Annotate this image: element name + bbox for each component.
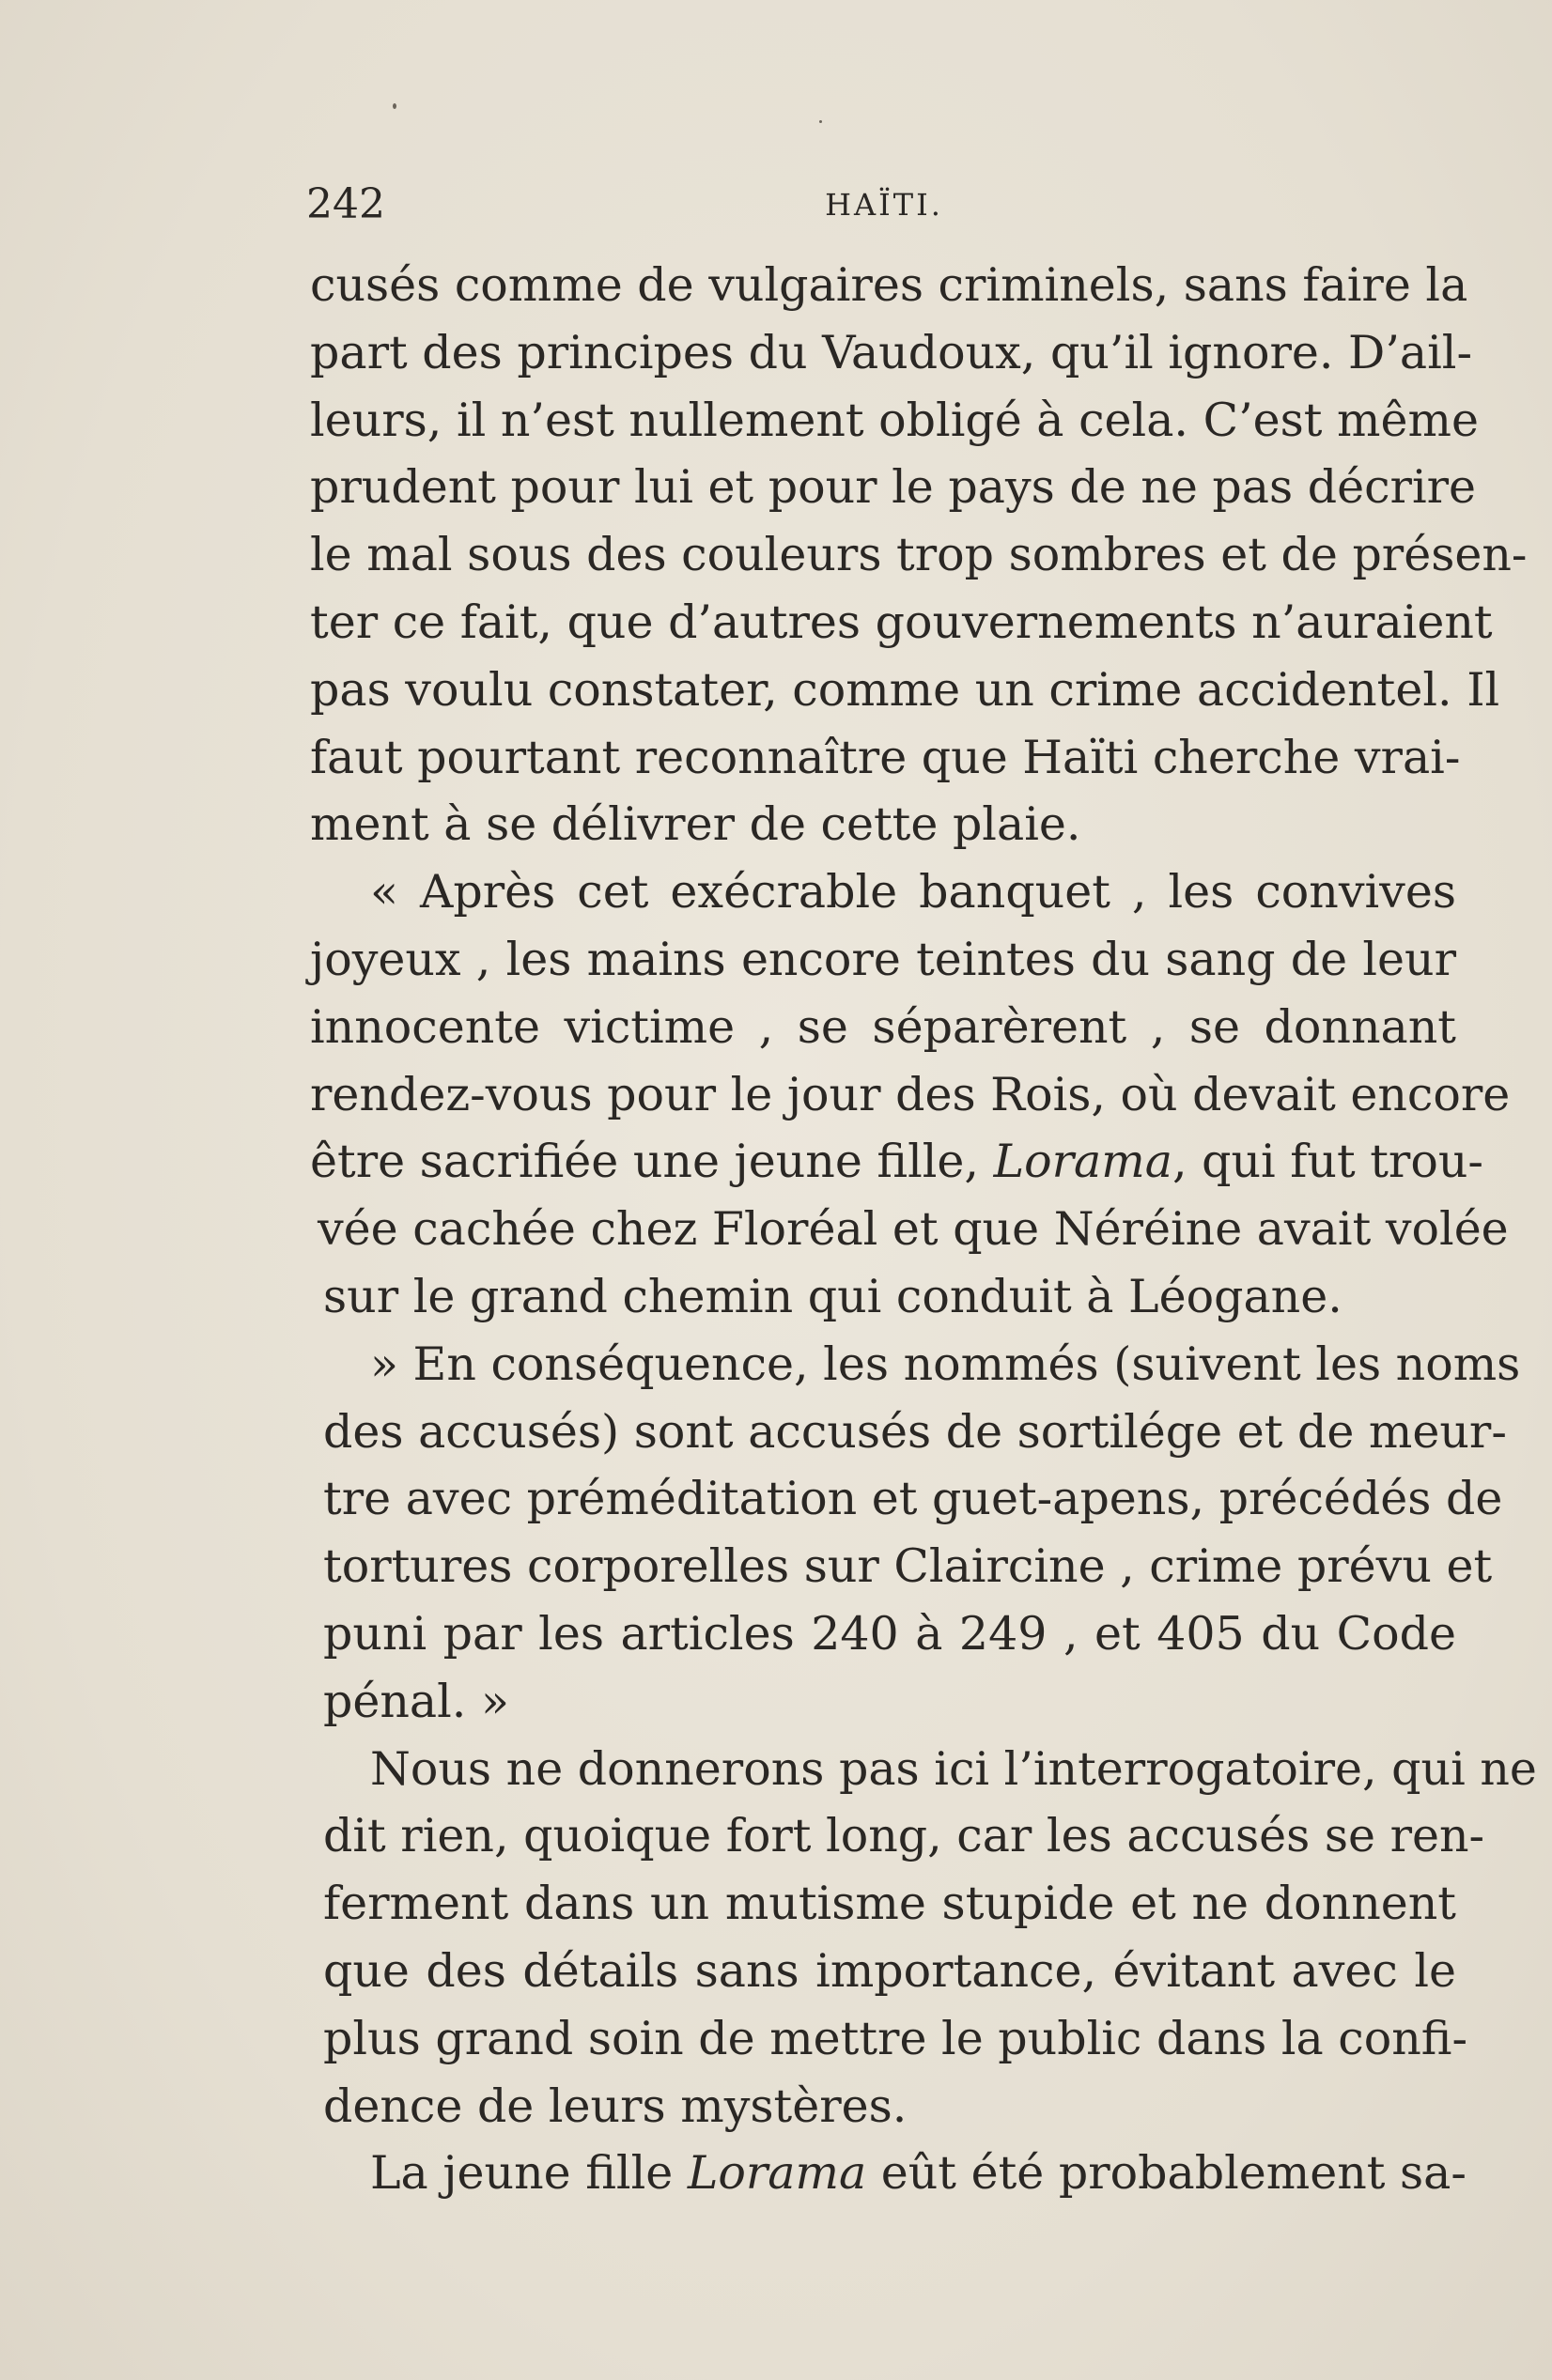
text-span: eût été probablement sa- (866, 2146, 1467, 2201)
italic-name-lorama: Lorama (993, 1135, 1172, 1189)
running-title: HAÏTI. (825, 187, 943, 223)
text-line: leurs, il n’est nullement obligé à cela. C’est même (310, 393, 1479, 447)
ink-speck (393, 103, 396, 109)
text-line: » En conséquence, les nommés (suivent les noms (370, 1337, 1521, 1391)
text-line: le mal sous des couleurs trop sombres et de présen- (310, 528, 1528, 582)
text-line: dence de leurs mystères. (323, 2079, 908, 2133)
text-line: part des principes du Vaudoux, qu’il ignore. D’ail- (310, 325, 1473, 379)
text-line: des accusés) sont accusés de sortilége et de meur- (323, 1404, 1507, 1459)
text-line: joyeux , les mains encore teintes du sang de leur (310, 932, 1456, 986)
text-line: prudent pour lui et pour le pays de ne pas décrire (310, 460, 1477, 515)
ink-speck (819, 120, 822, 123)
italic-name-lorama: Lorama (687, 2146, 867, 2201)
body-text (310, 252, 1537, 2207)
text-line: ment à se délivrer de cette plaie. (310, 797, 1081, 852)
text-line: Nous ne donnerons pas ici l’interrogatoire, qui ne (370, 1741, 1537, 1796)
text-line: dit rien, quoique fort long, car les accusés se ren- (323, 1809, 1485, 1863)
text-line: tortures corporelles sur Claircine , crime prévu et (323, 1539, 1493, 1594)
page-number: 242 (306, 180, 385, 228)
text-line: innocente victime , se séparèrent , se donnant (310, 999, 1456, 1054)
text-line: ferment dans un mutisme stupide et ne donnent (323, 1877, 1456, 1931)
text-line (310, 2140, 1467, 2207)
page-header (306, 177, 1462, 233)
text-line: faut pourtant reconnaître que Haïti cherche vrai- (310, 730, 1461, 784)
text-line: cusés comme de vulgaires criminels, sans faire la (310, 258, 1468, 312)
text-span: La jeune fille (370, 2146, 688, 2201)
text-line: sur le grand chemin qui conduit à Léogane. (323, 1269, 1342, 1323)
text-line: « Après cet exécrable banquet , les convives (370, 865, 1456, 920)
text-line: ter ce fait, que d’autres gouvernements n’auraient (310, 595, 1493, 649)
text-line: pénal. » (323, 1674, 509, 1728)
text-line: que des détails sans importance, évitant avec le (323, 1943, 1456, 1998)
text-line: pas voulu constater, comme un crime accidentel. Il (310, 662, 1500, 717)
text-span: , qui fut trou- (1172, 1135, 1483, 1189)
text-span: être sacrifiée une jeune fille, (310, 1135, 994, 1189)
text-line: puni par les articles 240 à 249 , et 405 du Code (323, 1606, 1456, 1661)
text-line: plus grand soin de mettre le public dans la confi- (323, 2011, 1468, 2065)
text-line: tre avec préméditation et guet-apens, précédés de (323, 1472, 1503, 1526)
text-line (310, 1128, 1483, 1196)
text-line: rendez-vous pour le jour des Rois, où devait encore (310, 1067, 1511, 1121)
text-line: vée cachée chez Floréal et que Néréine avait volée (318, 1202, 1509, 1257)
